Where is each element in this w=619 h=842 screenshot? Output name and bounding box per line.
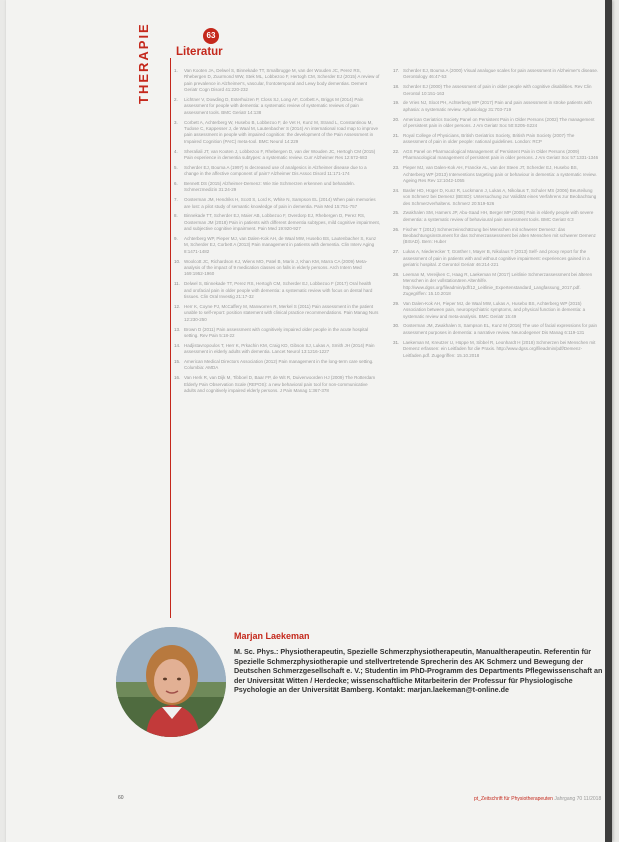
- reference-text: American Medical Directors Association (2012) Pain management in the long-term care setting. Columbia: AMDA: [184, 358, 374, 371]
- section-vertical-title: THERAPIE: [136, 22, 151, 104]
- reference-text: Oosterman JM, Zwakhalen S, Sampson EL, Kunz M (2016) The use of facial expressions for pain assessment purposes in dementia: a narrative review. Neurodegener Dis Manag 6:119-131: [403, 323, 598, 335]
- reference-text: Herr K, Coyne PJ, McCaffery M, Manworren R, Merkel S (2011) Pain assessment in the patient unable to self-report: position statement with clinical practice recommendations. Pain Manag Nurs 12:230-250: [184, 303, 379, 322]
- reference-item: [174, 327, 380, 340]
- reference-item: [393, 249, 599, 268]
- reference-number: 13.: [174, 326, 181, 332]
- reference-text: Achterberg WP, Pieper MJ, van Dalen-Kok AH, de Waal MW, Husebo BS, Lautenbacher S, Kunz M, Scherder EJ, Corbett A (2013) Pain management in patients with dementia. Clin Interv Aging 8:1471-1482: [184, 236, 377, 254]
- reference-text: Brown D (2011) Pain assessment with cognitively impaired older people in the acute hospital setting. Rev Pain 5:18-22: [184, 326, 369, 338]
- reference-item: [174, 149, 380, 162]
- reference-number: 29.: [393, 300, 400, 306]
- reference-item: [393, 133, 599, 146]
- reference-item: [174, 97, 380, 116]
- section-divider: [170, 58, 171, 618]
- reference-text: American Geriatrics Society Panel on Persistent Pain in Older Persons (2002) The management of persistent pain in older persons. J Am Geriatr Soc 50:S205-S224: [403, 116, 595, 129]
- magazine-page: [6, 0, 612, 842]
- reference-number: 10.: [174, 258, 181, 264]
- reference-item: [393, 227, 599, 246]
- author-name: Marjan Laekeman: [234, 631, 310, 641]
- reference-item: [174, 165, 380, 178]
- reference-item: [174, 281, 380, 300]
- reference-item: [393, 210, 599, 223]
- reference-number: 18.: [393, 84, 400, 90]
- reference-item: [174, 343, 380, 356]
- reference-item: [174, 197, 380, 210]
- reference-text: Fischer T (2012) Schmerzeinschätzung bei Menschen mit schwerer Demenz: das Beobachtungsinstrument für das Schmerzassessment bei alten Menschen mit schwerer Demenz (BISAD). Bern: Huber: [403, 226, 596, 245]
- reference-number: 2.: [174, 97, 178, 103]
- reference-number: 4.: [174, 148, 178, 154]
- reference-number: 7.: [174, 197, 178, 203]
- reference-item: [174, 236, 380, 255]
- reference-item: [393, 84, 599, 97]
- reference-number: 15.: [174, 358, 181, 364]
- reference-text: AGS Panel on Pharmacological Management of Persistent Pain in Older Persons (2009) Pharmacological management of persistent pain in older persons. J Am Geriatr Soc 57:1331-1346: [403, 149, 599, 161]
- reference-number: 3.: [174, 119, 178, 125]
- reference-item: [174, 359, 380, 372]
- reference-text: Scherder EJ, Bouma A (2000) Visual analogue scales for pain assessment in Alzheimer's disease. Gerontology 46:47-53: [403, 68, 599, 80]
- reference-item: [393, 272, 599, 298]
- reference-item: [393, 165, 599, 184]
- reference-number: 14.: [174, 342, 181, 348]
- journal-name: pt_Zeitschrift für Physiotherapeuten: [474, 796, 553, 802]
- reference-item: [174, 120, 380, 146]
- reference-item: [393, 301, 599, 320]
- reference-text: Van Dalen-Kok AH, Pieper MJ, de Waal MW, Lukas A, Husebo BS, Achterberg WP (2015) Association between pain, neuropsychiatric symptoms, and physical function in dementia: a systematic review and meta-analysis. BMC Geriatr 15:49: [403, 300, 586, 319]
- reference-text: Binnekade TT, Scherder EJ, Maier AB, Lobbezoo F, Overdorp EJ, Rhebergen D, Perez RS, Oosterman JM (2018) Pain in patients with different dementia subtypes, mild cognitive impairment, and subjective cognitive impairment. Pain Med 19:920-927: [184, 213, 381, 232]
- reference-item: [393, 149, 599, 162]
- reference-item: [174, 68, 380, 94]
- reference-text: Scherder EJ, Bouma A (1997) Is decreased use of analgesics in Alzheimer disease due to a change in the affective component of pain? Alzheimer Dis Assoc Disord 11:171-174: [184, 164, 367, 177]
- references-heading: Literatur: [176, 46, 223, 58]
- reference-number: 6.: [174, 181, 178, 187]
- reference-item: [174, 304, 380, 323]
- reference-text: Royal College of Physicians, British Geriatrics Society, British Pain Society (2007) The assessment of pain in older people: national guidelines. London: RCP: [403, 132, 575, 145]
- reference-text: Woolcott JC, Richardson KJ, Wiens MO, Patel B, Marin J, Khan KM, Marra CA (2009) Meta-analysis of the impact of 9 medication classes on falls in elderly persons. Arch Intern Med 169:1952-1960: [184, 258, 368, 277]
- reference-number: 5.: [174, 164, 178, 170]
- reference-number: 25.: [393, 210, 400, 216]
- reference-text: Van Herk R, van Dijk M, Tibboel D, Baar FP, de Wit R, Duivenvoorden HJ (2009) The Rotterdam Elderly Pain Observation Scale (REPOS): a new behavioral pain tool for non-communicative adults and cognitively impaired elderly persons. J Pain Manag 1:367-378: [184, 375, 376, 393]
- reference-item: [174, 213, 380, 232]
- reference-text: Sheraliali JT, van Kooten J, Lobbezoo F, Rhebergen D, van der Wouden JC, Hertogh CM (2015) Pain experience in dementia subtypes: a systematic review. Curr Alzheimer Res 12:672-683: [184, 148, 376, 161]
- reference-text: Delwel S, Binnekade TT, Perez RS, Hertogh CM, Scherder EJ, Lobbezoo F (2017) Oral health and orofacial pain in older people with dementia: a systematic review with focus on dental hard tissues. Clin Oral Investig 21:17-32: [184, 281, 373, 300]
- reference-item: [174, 259, 380, 278]
- reference-text: Van Kooten JA, Delwel S, Binnekade TT, Smalbrugge M, van der Wouden JC, Perez RS, Rhebergen D, Zuurmond WW, Stek ML, Lobbezoo F, Hertogh CM, Scherder EJ (2015) A review of pain prevalence in Alzheimer's, vascular, frontotemporal and Lewy body dementias. Dement Geriatr Cogn Disord 41:220-232: [184, 68, 380, 93]
- reference-number: 26.: [393, 226, 400, 232]
- reference-number: 21.: [393, 132, 400, 138]
- section-badge: 63: [203, 28, 219, 44]
- reference-text: Corbett A, Achterberg W, Husebo B, Lobbezoo F, de Vet H, Kunz M, Strand L, Constantinou M, Tudose C, Kappesser J, de Waal M, Lautenbacher S (2014) An international road map to improve pain assessment in people with impaired cognition: the development of the Pain Assessment in Impaired Cognition (PAIC) meta-tool. BMC Neurol 14:229: [184, 119, 379, 144]
- reference-text: Lukas A, Niederecker T, Günther I, Mayer B, Nikolaus T (2013) Self- and proxy report for the assessment of pain in patients with and without cognitive impairment: experiences gained in a geriatric hospital. Z Gerontol Geriatr 46:214-221: [403, 249, 590, 268]
- reference-text: Basler HD, Hüger D, Kunz R, Luckmann J, Lukas A, Nikolaus T, Schuler MS (2006) Beurteilung von Schmerz bei Demenz (BESD): Untersuchung zur Validität eines Verfahrens zur Beobachtung des Schmerzverhaltens. Schmerz 20:519-526: [403, 187, 597, 206]
- reference-item: [393, 117, 599, 130]
- reference-number: 27.: [393, 249, 400, 255]
- reference-text: Bennett DS (2015) Alzheimer-Demenz: Wie Sie Schmerzen erkennen und behandeln. Schmerzmedizin 31:24-29: [184, 181, 355, 193]
- reference-text: Hadjistavropoulos T, Herr K, Prkachin KM, Craig KD, Gibson SJ, Lukas A, Smith JH (2014) Pain assessment in elderly adults with dementia. Lancet Neurol 13:1216-1227: [184, 342, 375, 355]
- page-edge-shadow: [605, 0, 612, 842]
- reference-number: 20.: [393, 116, 400, 122]
- reference-text: Pieper MJ, van Dalen-Kok AH, Francke AL, van der Steen JT, Scherder EJ, Husebo BS, Achterberg WP (2013) Interventions targeting pain or behaviour in dementia: a systematic review. Ageing Res Rev 12:1042-1055: [403, 165, 597, 184]
- author-bio: M. Sc. Phys.: Physiotherapeutin, Spezielle Schmerzphysiotherapeutin, Manualtherapeutin. Referentin für Spezielle Schmerzphysiotherapie und stellvertretende Sprecherin des AK Schmerz und Bewegung der Deutschen Schmerzgesellschaft e. V.; Studentin im PhD-Programm des Departments Pflegewissenschaft an der Universität Witten / Herdecke; wissenschaftliche Mitarbeiterin der Professur für Physiologische Psychologie an der Universität Bamberg. Kontakt: marjan.laekeman@t-online.de: [234, 647, 603, 695]
- reference-text: Oosterman JM, Hendriks H, Scott S, Lord K, White N, Sampson EL (2014) When pain memories are lost: a pilot study of semantic knowledge of pain in dementia. Pain Med 15:751-757: [184, 197, 376, 209]
- journal-footer: [474, 796, 601, 802]
- reference-number: 17.: [393, 68, 400, 73]
- page-number: 60: [118, 795, 124, 801]
- reference-number: 16.: [174, 375, 181, 381]
- reference-text: Laekeman M, Kreutzer U, Hüppe M, Sibbel R, Leonhardt H (2018) Schmerzen bei Menschen mit Demenz erfassen: ein Leitfaden für die Praxis. http://www.dgss.org/fileadmin/pdf/Demenz-Leitfaden.pdf. Zugegriffen: 15.10.2018: [403, 339, 596, 358]
- references-column-right: [393, 68, 599, 362]
- reference-item: [393, 68, 599, 81]
- reference-number: 23.: [393, 165, 400, 171]
- author-photo: [116, 627, 226, 737]
- reference-number: 30.: [393, 323, 400, 329]
- reference-number: 31.: [393, 339, 400, 345]
- reference-number: 24.: [393, 187, 400, 193]
- reference-number: 9.: [174, 236, 178, 242]
- reference-number: 28.: [393, 271, 400, 277]
- reference-text: Leeman M, Vereijken C, Haag R, Laekeman M (2017) Leitlinie Schmerzassessment bei älteren Menschen in der vollstationären Altenhilfe. http://www.dgss.org/fileadmin/pdf/12_Leitlinie_Expertenstandard_Langfassung_2017.pdf. Zugegriffen: 15.10.2018: [403, 271, 593, 297]
- reference-number: 8.: [174, 213, 178, 219]
- reference-item: [393, 340, 599, 359]
- reference-item: [393, 100, 599, 113]
- author-portrait-image: [116, 627, 226, 737]
- reference-number: 1.: [174, 68, 178, 73]
- journal-issue: Jahrgang 70 11/2018: [554, 796, 602, 802]
- reference-item: [393, 188, 599, 207]
- reference-text: Scherder EJ (2000) The assessment of pain in older people with cognitive disabilities. Rev Clin Gerontol 10:151-163: [403, 84, 592, 96]
- reference-number: 19.: [393, 100, 400, 106]
- reference-text: Zwakhalen SM, Hamers JP, Abu-Saad HH, Berger MP (2006) Pain in elderly people with severe dementia: a systematic review of behavioural pain assessment tools. BMC Geriatr 6:3: [403, 210, 594, 222]
- reference-number: 11.: [174, 281, 180, 287]
- reference-text: de Vries NJ, Sloot PH, Achterberg WP (2017) Pain and pain assessment in stroke patients with aphasia: a systematic review. Aphasiology 31:703-719: [403, 100, 592, 112]
- reference-item: [174, 181, 380, 194]
- reference-item: [393, 323, 599, 336]
- reference-number: 12.: [174, 303, 181, 309]
- references-column-left: [174, 68, 380, 398]
- reference-text: Lichtner V, Dowding D, Esterhuizen P, Closs SJ, Long AF, Corbett A, Briggs M (2014) Pain assessment for people with dementia: a systematic review of systematic reviews of pain assessment tools. BMC Geriatr 14:138: [184, 97, 364, 115]
- reference-item: [174, 375, 380, 394]
- reference-number: 22.: [393, 149, 400, 155]
